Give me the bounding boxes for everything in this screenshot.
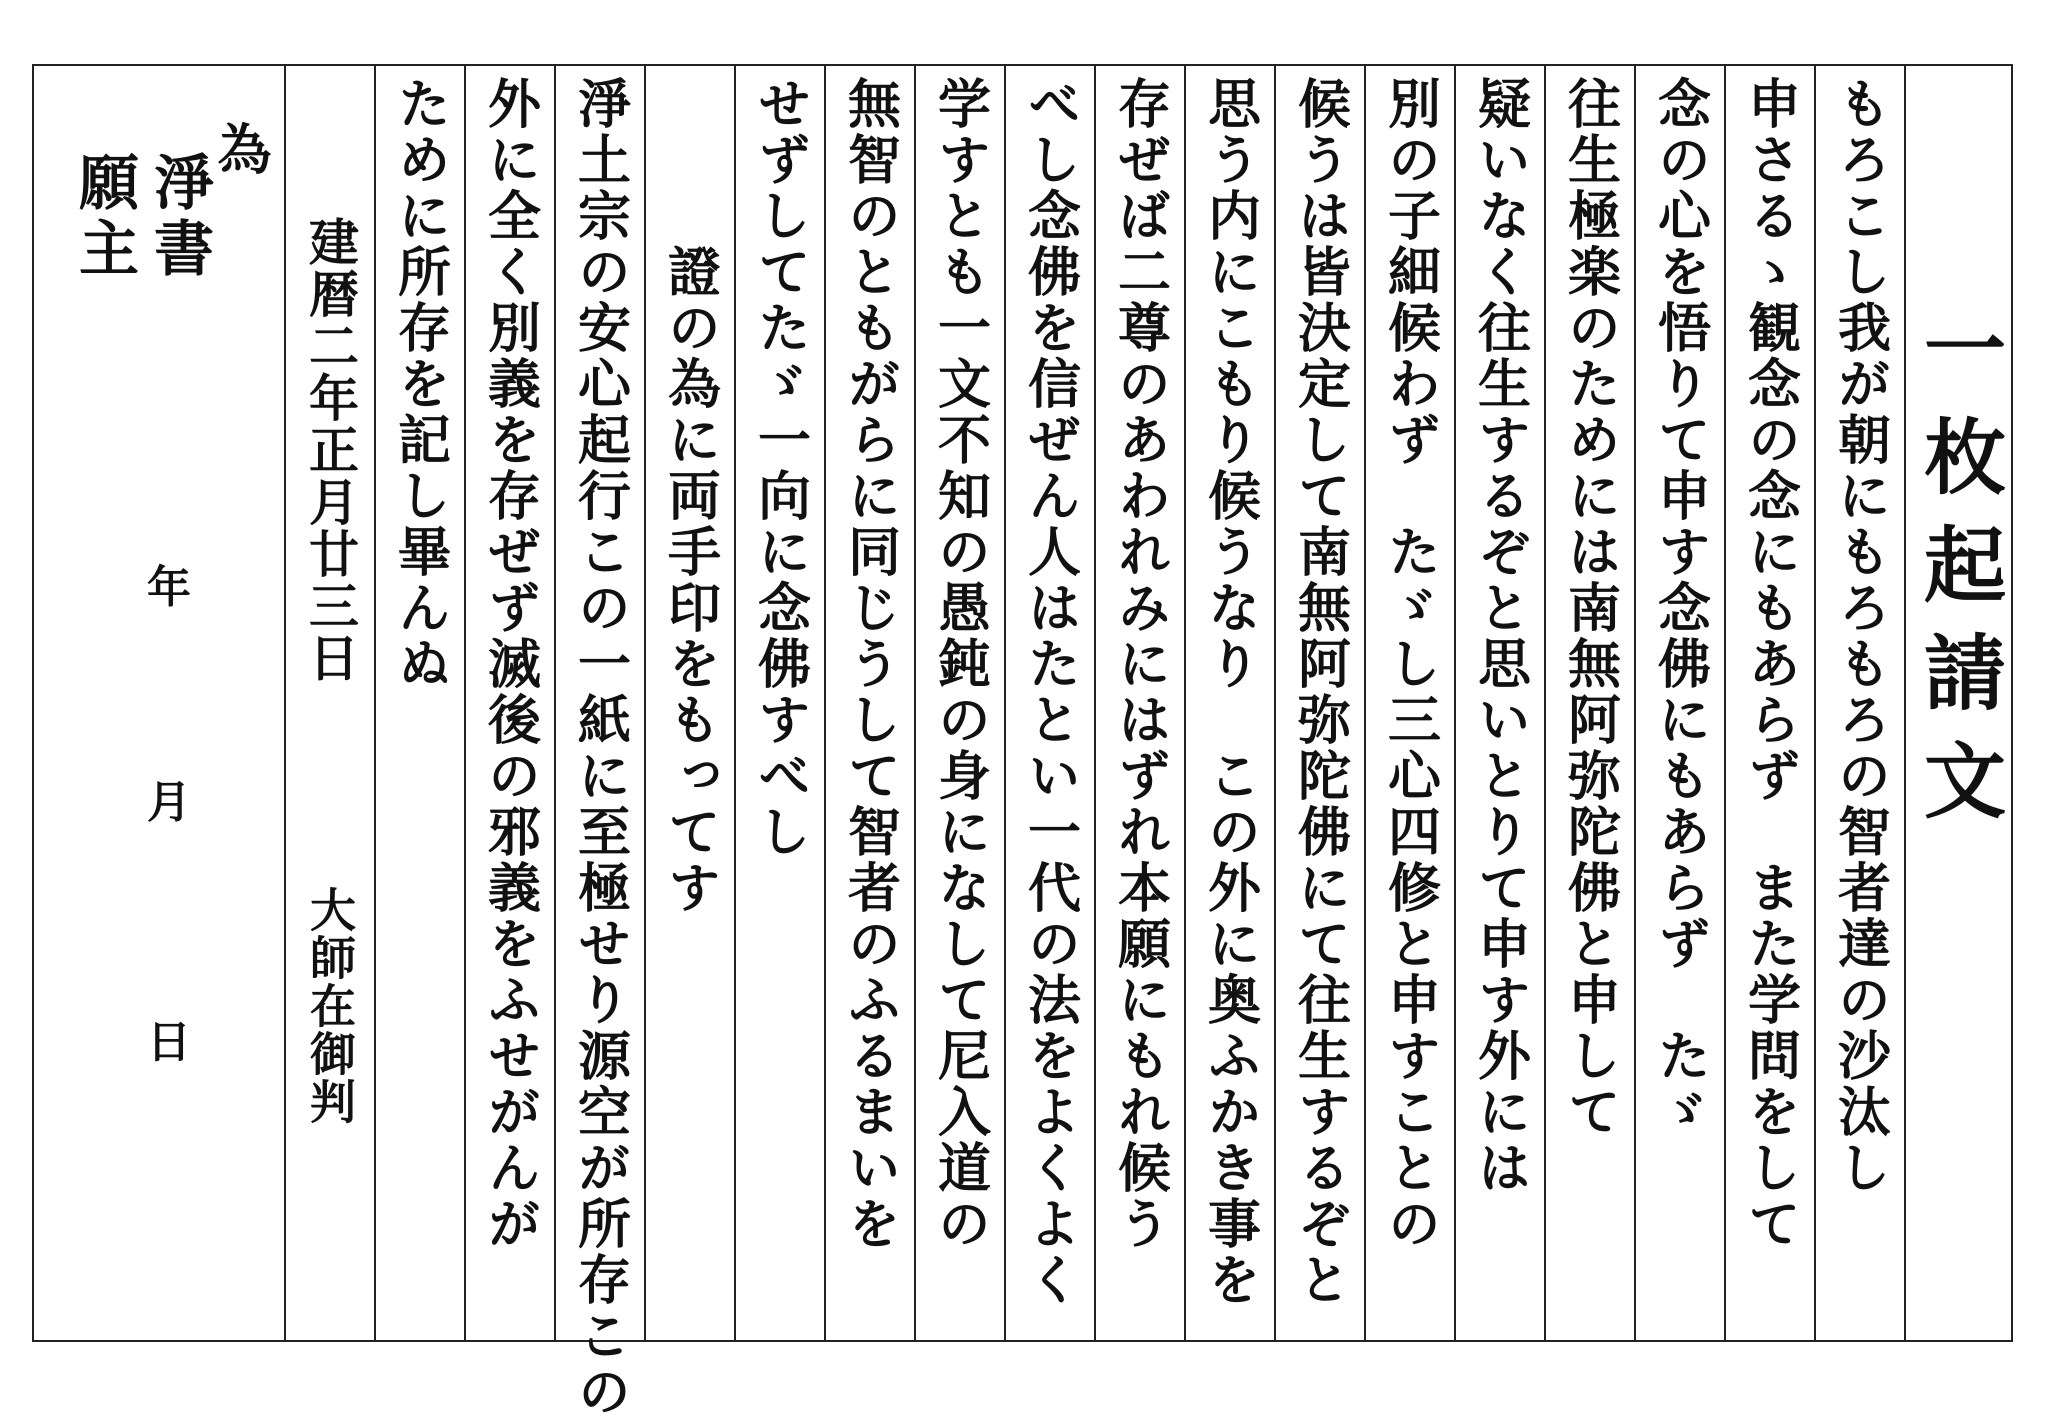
body-line: 無智のともがらに同じうして智者のふるまいを (824, 66, 914, 1340)
body-line: 淨土宗の安心起行この一紙に至極せり源空が所存この (554, 66, 644, 1340)
body-line: 往生極楽のためには南無阿弥陀佛と申して (1544, 66, 1634, 1340)
signature-text: 大師在御判 (303, 886, 357, 1126)
dedication-transcription: 淨書 (144, 151, 214, 283)
dedication-for: 為 (209, 121, 273, 175)
body-line: べし念佛を信ぜん人はたとい一代の法をよくよく (1004, 66, 1094, 1340)
title-column (1904, 66, 2011, 1340)
year-label: 年 (147, 562, 191, 613)
date-text: 建暦二年正月廿三日 (301, 216, 360, 684)
day-label: 日 (147, 1017, 191, 1068)
body-line: 念の心を悟りて申す念佛にもあらず たゞ (1634, 66, 1724, 1340)
body-line: 候うは皆決定して南無阿弥陀佛にて往生するぞと (1274, 66, 1364, 1340)
body-line: ために所存を記し畢んぬ (374, 66, 464, 1340)
month-label: 月 (147, 777, 191, 828)
dedication-patron: 願主 (69, 151, 139, 283)
body-line: もろこし我が朝にもろもろの智者達の沙汰し (1814, 66, 1904, 1340)
body-line: 證の為に両手印をもってす (644, 66, 734, 1340)
body-line: 疑いなく往生するぞと思いとりて申す外には (1454, 66, 1544, 1340)
body-line: 外に全く別義を存ぜず滅後の邪義をふせがんが (464, 66, 554, 1340)
date-signature-column (284, 66, 374, 1340)
body-line: 申さるゝ観念の念にもあらず また学問をして (1724, 66, 1814, 1340)
body-line: せずしてたゞ一向に念佛すべし (734, 66, 824, 1340)
document-title: 一枚起請文 (1910, 306, 2007, 846)
document-sheet (32, 64, 2013, 1420)
body-line: 別の子細候わず たゞし三心四修と申すことの (1364, 66, 1454, 1340)
body-line: 存ぜば二尊のあわれみにはずれ本願にもれ候う (1094, 66, 1184, 1340)
body-line: 学すとも一文不知の愚鈍の身になして尼入道の (914, 66, 1004, 1340)
dedication-column (34, 66, 284, 1340)
body-line: 思う内にこもり候うなり この外に奥ふかき事を (1184, 66, 1274, 1340)
